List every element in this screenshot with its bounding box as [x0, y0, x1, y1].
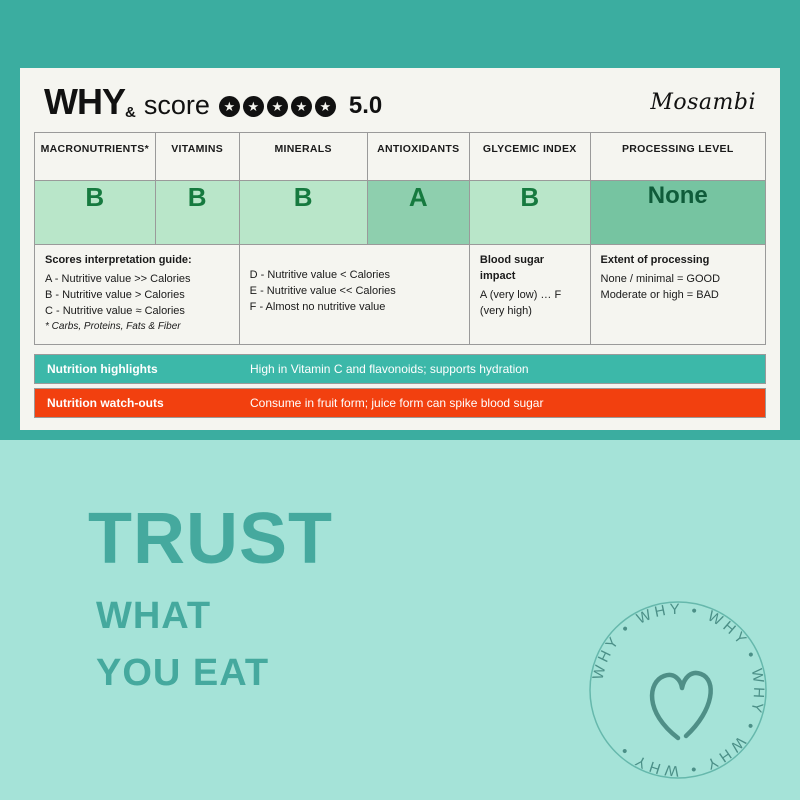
star-icon: ★ — [291, 96, 312, 117]
notes-processing — [590, 245, 765, 345]
star-icon: ★ — [243, 96, 264, 117]
table-header-row — [35, 133, 766, 181]
notes-guide-left — [35, 245, 240, 345]
guide-line-a: A - Nutritive value >> Calories — [45, 272, 191, 285]
processing-title: Extent of processing — [600, 254, 710, 266]
guide-footnote: * Carbs, Proteins, Fats & Fiber — [45, 320, 181, 332]
notes-blood-sugar — [469, 245, 590, 345]
guide-line-e: E - Nutritive value << Calories — [249, 284, 396, 297]
grade-macronutrients: B — [35, 181, 156, 245]
nutrition-highlights-text: High in Vitamin C and flavonoids; supports hydration — [250, 362, 529, 377]
star-icon: ★ — [315, 96, 336, 117]
score-value: 5.0 — [348, 92, 383, 119]
guide-line-c: C - Nutritive value ≈ Calories — [45, 304, 185, 317]
tagline-line-2: WHAT — [96, 595, 212, 638]
table-grade-row — [35, 181, 766, 245]
guide-line-d: D - Nutritive value < Calories — [249, 269, 390, 281]
card-header — [34, 82, 766, 132]
guide-line-b: B - Nutritive value > Calories — [45, 288, 185, 301]
guide-title: Scores interpretation guide: — [45, 254, 192, 266]
column-header-minerals: MINERALS — [239, 133, 367, 181]
nutrition-watchouts-row — [34, 388, 766, 418]
star-rating — [219, 96, 336, 117]
logo-why-text: WHY — [44, 81, 125, 122]
star-icon: ★ — [219, 96, 240, 117]
why-logo — [44, 81, 135, 122]
grade-minerals: B — [239, 181, 367, 245]
food-name: Mosambi — [650, 90, 756, 115]
guide-line-f: F - Almost no nutritive value — [249, 300, 386, 313]
column-header-vitamins: VITAMINS — [155, 133, 239, 181]
tagline-line-3: YOU EAT — [96, 652, 270, 695]
logo-ampersand: & — [125, 104, 135, 121]
score-table — [34, 132, 766, 345]
heart-icon — [652, 673, 711, 738]
nutrition-highlights-row — [34, 354, 766, 384]
blood-sugar-text: A (very low) … F (very high) — [479, 288, 562, 317]
score-word: score — [143, 89, 210, 120]
nutrition-watchouts-text: Consume in fruit form; juice form can spike blood sugar — [250, 396, 544, 411]
nutrition-score-card — [20, 68, 780, 430]
column-header-macronutrients: MACRONUTRIENTS* — [35, 133, 156, 181]
tagline — [88, 499, 333, 695]
star-icon: ★ — [267, 96, 288, 117]
column-header-processing-level: PROCESSING LEVEL — [590, 133, 765, 181]
processing-line-bad: Moderate or high = BAD — [600, 288, 719, 301]
blood-sugar-title: Blood sugar impact — [479, 254, 545, 282]
grade-glycemic-index: B — [469, 181, 590, 245]
nutrition-highlights-label: Nutrition highlights — [47, 362, 158, 377]
nutrition-watchouts-label: Nutrition watch-outs — [47, 396, 164, 411]
brand-row — [44, 81, 383, 122]
grade-processing-level: None — [590, 181, 765, 245]
processing-line-good: None / minimal = GOOD — [600, 272, 721, 285]
grade-antioxidants: A — [367, 181, 469, 245]
tagline-line-1: TRUST — [88, 499, 333, 579]
notes-guide-right — [239, 245, 469, 345]
badge-svg — [578, 590, 778, 790]
badge-ring-text: WHY • WHY • WHY • WHY • WHY • WHY • — [589, 600, 768, 780]
column-header-glycemic-index: GLYCEMIC INDEX — [469, 133, 590, 181]
table-notes-row — [35, 245, 766, 345]
grade-vitamins: B — [155, 181, 239, 245]
circular-badge — [578, 590, 778, 790]
column-header-antioxidants: ANTIOXIDANTS — [367, 133, 469, 181]
